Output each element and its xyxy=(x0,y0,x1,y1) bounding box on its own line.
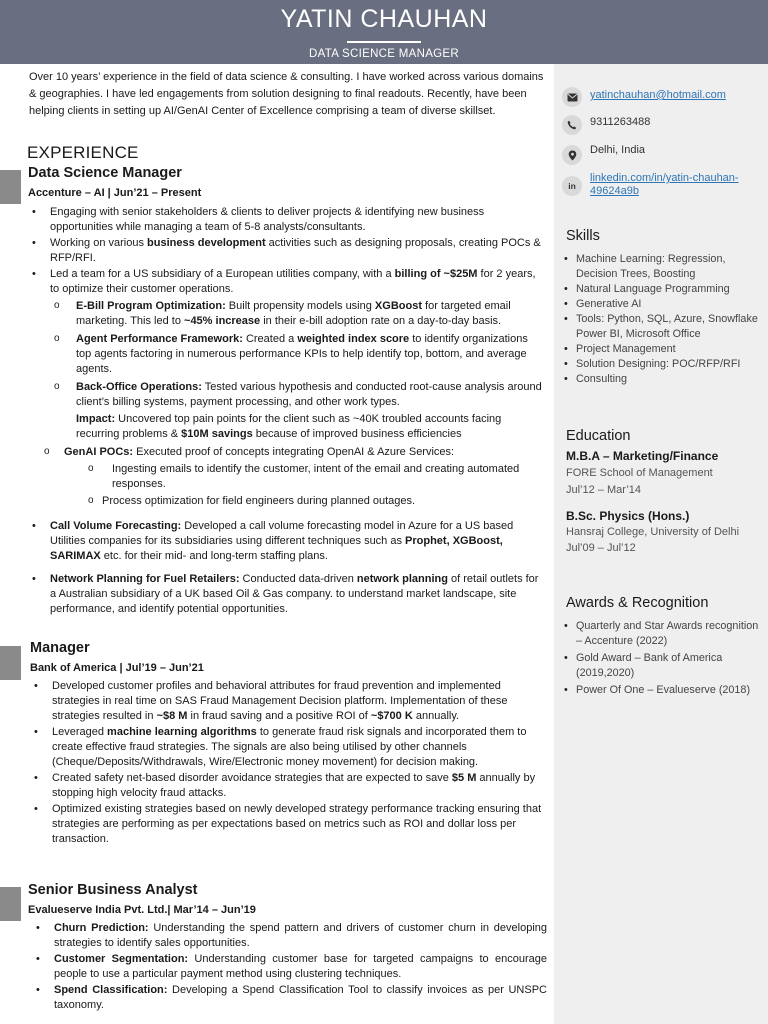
degree-title: M.B.A – Marketing/Finance xyxy=(566,449,719,463)
school-name: FORE School of Management xyxy=(566,467,713,479)
education-dates: Jul’09 – Jul’12 xyxy=(566,542,636,554)
list-item: o Ingesting emails to identify the customer, intent of the email and creating automated responses. xyxy=(64,462,542,492)
job-company: Bank of America | Jul’19 – Jun’21 xyxy=(30,662,204,674)
list-item: • Working on various business development activities such as designing proposals, creating POCs & RFP/RFI. xyxy=(28,236,542,266)
list-item: o Back-Office Operations: Tested various hypothesis and conducted root-cause analysis around client’s billing systems, payment processing, and other work types. Impact: Uncovered top pain points for the client such as ~40K troubled accounts facing recurring problems & $10M savings because of improved business efficiencies xyxy=(52,380,542,442)
list-item: • Gold Award – Bank of America (2019,2020) xyxy=(562,651,766,681)
awards-heading: Awards & Recognition xyxy=(566,595,709,611)
sub-bullets xyxy=(50,299,542,509)
list-item: • Project Management xyxy=(562,342,762,357)
list-item: • Solution Designing: POC/RFP/RFI xyxy=(562,357,762,372)
resume-header xyxy=(0,0,768,64)
list-item: o Process optimization for field engineers during planned outages. xyxy=(64,494,542,509)
job-bullets xyxy=(32,921,547,1014)
job-bullets xyxy=(30,679,550,848)
list-item: • Spend Classification: Developing a Spend Classification Tool to classify invoices as per UNSPC taxonomy. xyxy=(32,983,547,1013)
education-dates: Jul’12 – Mar’14 xyxy=(566,484,642,496)
awards-list xyxy=(562,619,766,698)
list-item: • Machine Learning: Regression, Decision Trees, Boosting xyxy=(562,252,762,282)
list-item: • Created safety net-based disorder avoidance strategies that are expected to save $5 M annually by stopping high velocity fraud attacks. xyxy=(30,771,550,801)
candidate-role: DATA SCIENCE MANAGER xyxy=(309,48,459,60)
linkedin-link[interactable]: linkedin.com/in/yatin-chauhan-49624a9b xyxy=(590,172,739,197)
job-marker xyxy=(0,887,21,921)
job-title: Manager xyxy=(30,640,90,656)
list-item: o Agent Performance Framework: Created a weighted index score to identify organizations top agents factoring in numerous performance KPIs to help identify top, bottom, and average agents. xyxy=(52,332,542,377)
header-divider xyxy=(347,41,421,43)
list-item: o GenAI POCs: Executed proof of concepts integrating OpenAI & Azure Services: o Ingesting emails to identify the customer, intent of the email and creating automated responses. o Process optimization for field engineers during planned outages. xyxy=(42,445,542,509)
list-item: • Call Volume Forecasting: Developed a call volume forecasting model in Azure for a US based Utilities companies for its subsidiaries using different techniques such as Prophet, XGBoost, SARIMAX etc. for their mid- and long-term staffing plans. xyxy=(28,519,542,564)
job-company: Evalueserve India Pvt. Ltd.| Mar’14 – Jun’19 xyxy=(28,904,256,916)
skills-list xyxy=(562,252,762,387)
mail-icon xyxy=(562,87,582,107)
location-pin-icon xyxy=(562,145,582,165)
list-item: • Developed customer profiles and behavioral attributes for fraud prevention and implemented strategies in real time on SAS Fraud Management Decision platform. Implementation of these strategies resulted in ~$8 M in fraud saving and a positive ROI of ~$700 K annually. xyxy=(30,679,550,724)
job-bullets xyxy=(28,205,542,618)
degree-title: B.Sc. Physics (Hons.) xyxy=(566,509,690,523)
list-item: • Churn Prediction: Understanding the spend pattern and drivers of customer churn in developing strategies to identify sales opportunities. xyxy=(32,921,547,951)
phone-icon xyxy=(562,115,582,135)
phone-number: 9311263488 xyxy=(590,116,651,128)
impact-note: Impact: Uncovered top pain points for the client such as ~40K troubled accounts facing recurring problems & $10M savings because of improved business efficiencies xyxy=(76,413,502,440)
list-item: • Natural Language Programming xyxy=(562,282,762,297)
skills-heading: Skills xyxy=(566,228,600,244)
list-item: • Network Planning for Fuel Retailers: Conducted data-driven network planning of retail outlets for a Australian subsidiary of a UK based Oil & Gas company. to understand market landscape, site performance, and identify potential opportunities. xyxy=(28,572,542,617)
list-item: • Generative AI xyxy=(562,297,762,312)
location-text: Delhi, India xyxy=(590,144,646,156)
list-item: • Led a team for a US subsidiary of a European utilities company, with a billing of ~$25M for 2 years, to optimize their customer operations. o E-Bill Program Optimization: Built propensity models using XGBoost for targeted email marketing. This led to ~45% increase in their e-bill adoption rate on a day-to-day basis. o Agent Performance Framework: Created a weighted index score to identify organizations top agents factoring in numerous performance KPIs to help identify top, bottom, and average agents. o Back-Office Operations: Tested various hypothesis and conducted root-cause analysis around client’s billing systems, payment processing, and other work types. Impact: Uncovered top pain points for the client such as ~40K troubled accounts facing recurring problems & $10M savings because of improved business efficiencies o GenAI POCs: Executed proof of concepts integrating OpenAI & Azure Services: o Ingesting emails to identify the customer, intent of the email and creating automated responses. o Process optimization for field engineers during planned outages. xyxy=(28,267,542,509)
job-marker xyxy=(0,646,21,680)
job-title: Senior Business Analyst xyxy=(28,882,198,898)
email-link[interactable]: yatinchauhan@hotmail.com xyxy=(590,89,726,101)
candidate-name: YATIN CHAUHAN xyxy=(280,5,488,33)
job-marker xyxy=(0,170,21,204)
list-item: • Optimized existing strategies based on newly developed strategy performance tracking ensuring that strategies are performing as per expectations based on metrics such as ROI and dollar loss per transaction. xyxy=(30,802,550,847)
sub-sub-bullets xyxy=(64,462,542,509)
school-name: Hansraj College, University of Delhi xyxy=(566,526,740,538)
list-item: • Consulting xyxy=(562,372,762,387)
list-item: • Tools: Python, SQL, Azure, Snowflake Power BI, Microsoft Office xyxy=(562,312,762,342)
education-heading: Education xyxy=(566,428,631,444)
job-company: Accenture – AI | Jun’21 – Present xyxy=(28,187,202,199)
job-title: Data Science Manager xyxy=(28,165,182,181)
linkedin-icon: in xyxy=(562,176,582,196)
main-column xyxy=(0,64,554,1024)
list-item: • Engaging with senior stakeholders & clients to deliver projects & identifying new business opportunities while managing a team of 5-8 analysts/consultants. xyxy=(28,205,542,235)
list-item: • Leveraged machine learning algorithms to generate fraud risk signals and incorporated them to create effective fraud strategies. The signals are also being utilised by other channels (Cheque/Deposits/Withdrawals, Wire/Electronic money movement) for decision making. xyxy=(30,725,550,770)
list-item: • Power Of One – Evalueserve (2018) xyxy=(562,683,766,698)
list-item: • Quarterly and Star Awards recognition – Accenture (2022) xyxy=(562,619,766,649)
experience-heading: EXPERIENCE xyxy=(27,143,139,162)
list-item: o E-Bill Program Optimization: Built propensity models using XGBoost for targeted email marketing. This led to ~45% increase in their e-bill adoption rate on a day-to-day basis. xyxy=(52,299,542,329)
list-item: • Customer Segmentation: Understanding customer base for targeted campaigns to encourage people to use a particular payment method using clustering techniques. xyxy=(32,952,547,982)
profile-summary: Over 10 years’ experience in the field of data science & consulting. I have worked across various domains & geographies. I have led engagements from solution designing to final readouts. Recently, have been helping clients in setting up AI/GenAI Center of Excellence comprising a team of diverse skillset. xyxy=(29,71,544,118)
